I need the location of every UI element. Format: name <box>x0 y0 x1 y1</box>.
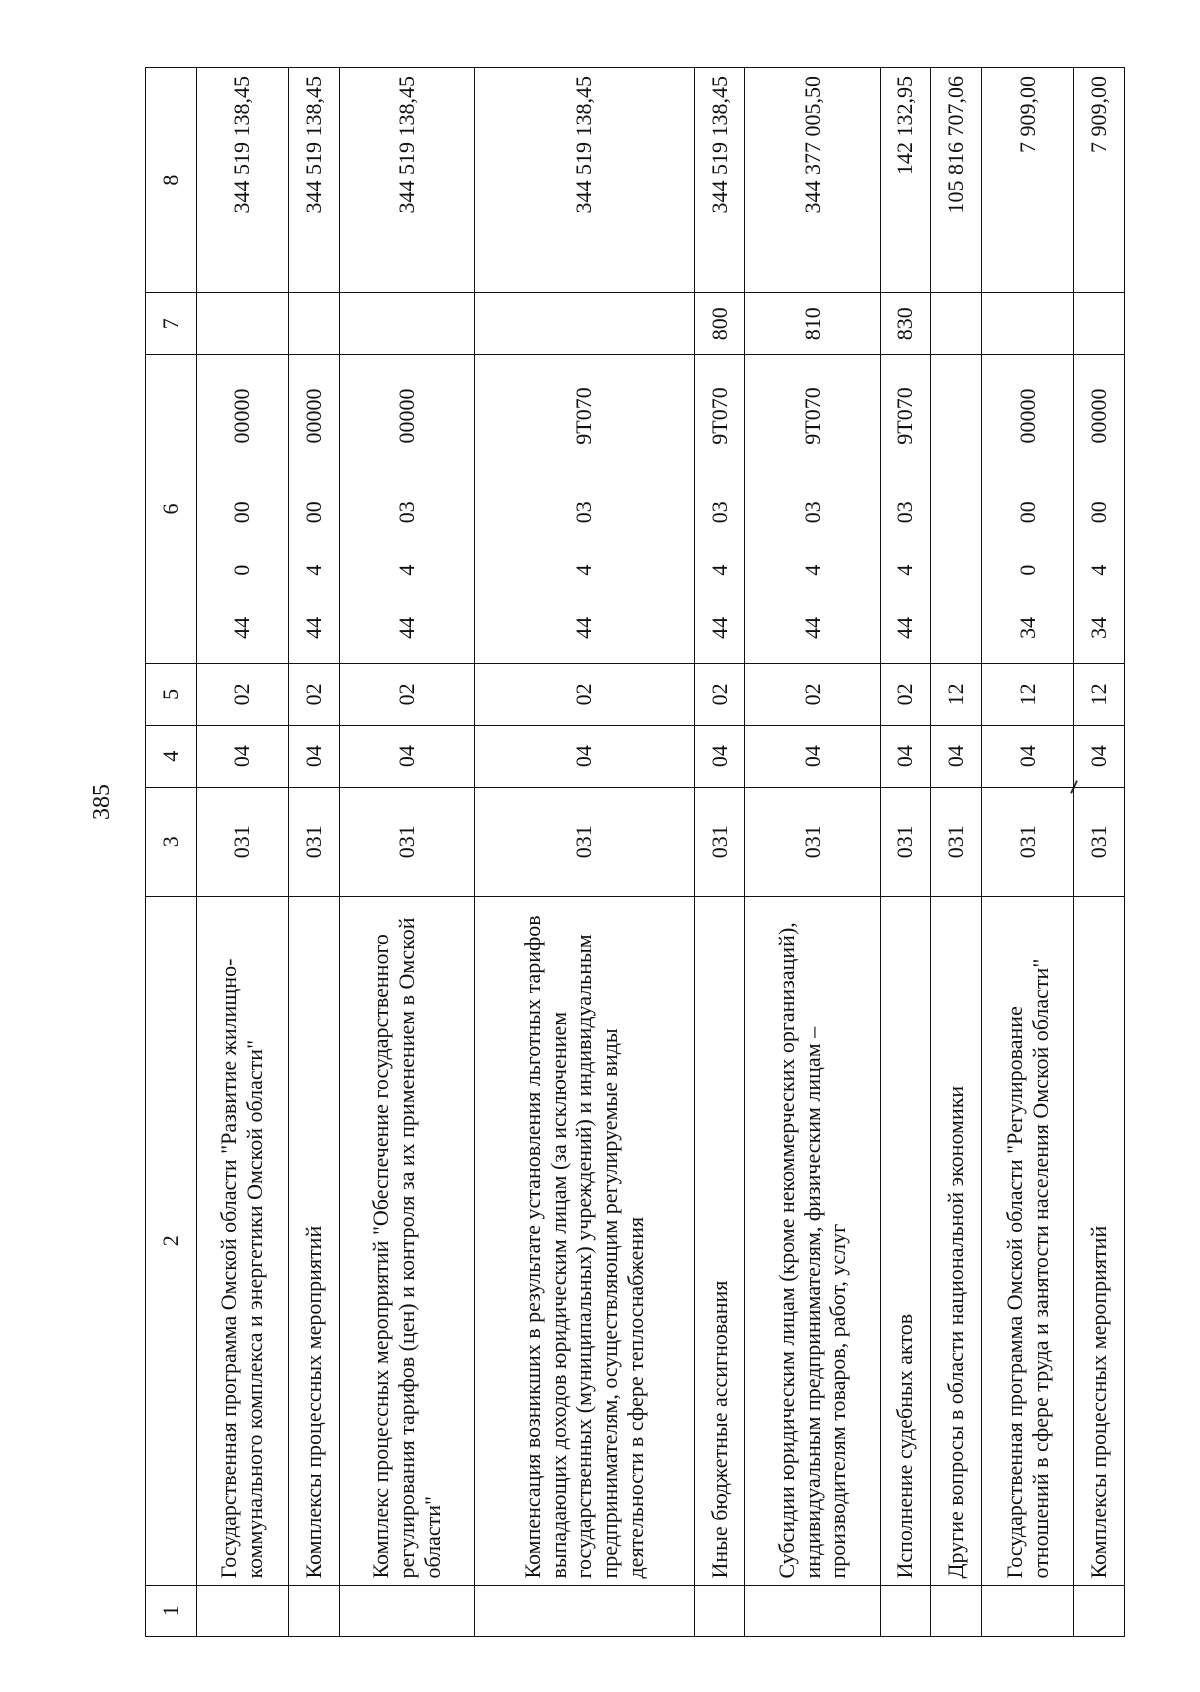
header-col-7: 7 <box>146 293 197 355</box>
row-col-1 <box>981 1585 1074 1636</box>
row-name: Другие вопросы в области национальной экономики <box>931 896 982 1585</box>
row-col-7 <box>931 293 982 355</box>
row-col-6-direction: 00000 <box>289 355 340 477</box>
row-col-4: 04 <box>196 725 289 787</box>
row-col-7 <box>289 293 340 355</box>
row-col-6-structure: 00 <box>196 477 289 548</box>
row-col-5: 12 <box>1074 663 1125 725</box>
row-col-6-direction <box>931 355 982 477</box>
row-col-3: 031 <box>745 787 880 896</box>
row-col-1 <box>931 1585 982 1636</box>
table-row <box>289 68 340 1637</box>
row-col-3: 031 <box>880 787 931 896</box>
row-col-6-type: 0 <box>196 548 289 593</box>
row-col-4: 04 <box>475 725 695 787</box>
table-body <box>146 68 1125 1637</box>
row-col-5: 12 <box>931 663 982 725</box>
table-row <box>475 68 695 1637</box>
row-col-8-amount: 344 519 138,45 <box>475 68 695 293</box>
row-col-6-type: 4 <box>745 548 880 593</box>
row-col-1 <box>289 1585 340 1636</box>
row-name: Комплексы процессных мероприятий <box>1074 896 1125 1585</box>
row-col-7 <box>981 293 1074 355</box>
row-col-6-type: 4 <box>289 548 340 593</box>
row-col-5: 12 <box>981 663 1074 725</box>
row-col-6-program: 44 <box>196 593 289 664</box>
table-row <box>981 68 1074 1637</box>
row-name: Компенсация возникших в результате установления льготных тарифов выпадающих доходов юридическим лицам (за исключением государственных (муниципальных) учреждений) и индивидуальным предпринимателям, осуществляющим регулируемые виды деятельности в сфере теплоснабжения <box>475 896 695 1585</box>
row-col-8-amount: 344 519 138,45 <box>196 68 289 293</box>
row-name: Государственная программа Омской области "Развитие жилищно-коммунального комплекса и энергетики Омской области" <box>196 896 289 1585</box>
row-name: Субсидии юридическим лицам (кроме некоммерческих организаций), индивидуальным предпринимателям, физическим лицам – производителям товаров, работ, услуг <box>745 896 880 1585</box>
row-name: Комплекс процессных мероприятий "Обеспечение государственного регулирования тарифов (цен) и контроля за их применением в Омской области" <box>339 896 474 1585</box>
table-row <box>745 68 880 1637</box>
row-col-6-program <box>931 593 982 664</box>
row-col-6-direction: 9Т070 <box>694 355 745 477</box>
row-col-7: 800 <box>694 293 745 355</box>
row-col-7: 830 <box>880 293 931 355</box>
row-col-6-direction: 00000 <box>196 355 289 477</box>
row-col-6-structure: 03 <box>339 477 474 548</box>
row-col-6-structure <box>931 477 982 548</box>
row-col-8-amount: 7 909,00 <box>981 68 1074 293</box>
row-col-6-structure: 03 <box>694 477 745 548</box>
header-col-4: 4 <box>146 725 197 787</box>
header-col-6: 6 <box>146 355 197 664</box>
row-col-6-direction: 9Т070 <box>880 355 931 477</box>
row-col-8-amount: 344 519 138,45 <box>339 68 474 293</box>
row-col-1 <box>745 1585 880 1636</box>
row-col-8-amount: 105 816 707,06 <box>931 68 982 293</box>
row-col-7 <box>1074 293 1125 355</box>
row-col-6-direction: 00000 <box>339 355 474 477</box>
row-col-6-program: 44 <box>880 593 931 664</box>
row-name: Государственная программа Омской области "Регулирование отношений в сфере труда и занятости населения Омской области" <box>981 896 1074 1585</box>
row-col-3: 031 <box>1074 787 1125 896</box>
page-number: 385 <box>89 784 115 820</box>
row-col-6-program: 44 <box>694 593 745 664</box>
row-col-6-type: 4 <box>1074 548 1125 593</box>
row-col-6-program: 44 <box>475 593 695 664</box>
row-col-6-type: 4 <box>339 548 474 593</box>
row-col-6-type: 0 <box>981 548 1074 593</box>
row-col-1 <box>880 1585 931 1636</box>
row-col-6-structure: 00 <box>289 477 340 548</box>
row-col-6-structure: 03 <box>745 477 880 548</box>
row-col-5: 02 <box>289 663 340 725</box>
row-col-7 <box>196 293 289 355</box>
header-col-8: 8 <box>146 68 197 293</box>
row-col-8-amount: 344 377 005,50 <box>745 68 880 293</box>
row-col-4: 04 <box>694 725 745 787</box>
row-col-1 <box>196 1585 289 1636</box>
header-col-2: 2 <box>146 896 197 1585</box>
row-col-6-structure: 03 <box>880 477 931 548</box>
row-col-3: 031 <box>475 787 695 896</box>
row-col-6-type: 4 <box>475 548 695 593</box>
header-col-1: 1 <box>146 1585 197 1636</box>
row-col-6-type: 4 <box>694 548 745 593</box>
row-col-4: 04 <box>880 725 931 787</box>
row-col-6-program: 44 <box>745 593 880 664</box>
table-row <box>339 68 474 1637</box>
row-col-1 <box>475 1585 695 1636</box>
header-col-3: 3 <box>146 787 197 896</box>
row-col-3: 031 <box>981 787 1074 896</box>
row-col-8-amount: 344 519 138,45 <box>694 68 745 293</box>
row-col-6-direction: 9Т070 <box>475 355 695 477</box>
row-col-3: 031 <box>289 787 340 896</box>
row-col-4: 04 <box>931 725 982 787</box>
row-col-8-amount: 7 909,00 <box>1074 68 1125 293</box>
row-col-7 <box>475 293 695 355</box>
table-row <box>694 68 745 1637</box>
row-col-5: 02 <box>196 663 289 725</box>
row-col-5: 02 <box>475 663 695 725</box>
row-col-7 <box>339 293 474 355</box>
row-col-1 <box>339 1585 474 1636</box>
row-col-6-structure: 00 <box>1074 477 1125 548</box>
row-col-6-program: 44 <box>289 593 340 664</box>
row-col-6-type: 4 <box>880 548 931 593</box>
budget-table-container <box>145 67 1125 1637</box>
row-col-6-direction: 00000 <box>1074 355 1125 477</box>
row-col-4: 04 <box>745 725 880 787</box>
row-col-8-amount: 344 519 138,45 <box>289 68 340 293</box>
table-row <box>1074 68 1125 1637</box>
row-name: Комплексы процессных мероприятий <box>289 896 340 1585</box>
row-col-4: 04 <box>339 725 474 787</box>
header-col-5: 5 <box>146 663 197 725</box>
row-col-4: 04 <box>289 725 340 787</box>
table-row <box>196 68 289 1637</box>
row-col-5: 02 <box>880 663 931 725</box>
budget-table <box>145 67 1125 1637</box>
row-col-6-program: 34 <box>1074 593 1125 664</box>
row-col-5: 02 <box>694 663 745 725</box>
row-col-6-direction: 00000 <box>981 355 1074 477</box>
header-row <box>146 68 197 1637</box>
row-col-6-direction: 9Т070 <box>745 355 880 477</box>
row-col-6-program: 44 <box>339 593 474 664</box>
row-col-3: 031 <box>694 787 745 896</box>
row-col-3: 031 <box>339 787 474 896</box>
row-col-1 <box>1074 1585 1125 1636</box>
row-col-3: 031 <box>196 787 289 896</box>
row-col-6-program: 34 <box>981 593 1074 664</box>
row-col-4: 04 <box>1074 725 1125 787</box>
row-col-6-structure: 00 <box>981 477 1074 548</box>
table-row <box>880 68 931 1637</box>
table-row <box>931 68 982 1637</box>
row-col-5: 02 <box>745 663 880 725</box>
row-col-1 <box>694 1585 745 1636</box>
row-col-6-type <box>931 548 982 593</box>
row-col-5: 02 <box>339 663 474 725</box>
row-name: Иные бюджетные ассигнования <box>694 896 745 1585</box>
row-col-8-amount: 142 132,95 <box>880 68 931 293</box>
row-col-7: 810 <box>745 293 880 355</box>
row-name: Исполнение судебных актов <box>880 896 931 1585</box>
row-col-6-structure: 03 <box>475 477 695 548</box>
row-col-4: 04 <box>981 725 1074 787</box>
row-col-3: 031 <box>931 787 982 896</box>
